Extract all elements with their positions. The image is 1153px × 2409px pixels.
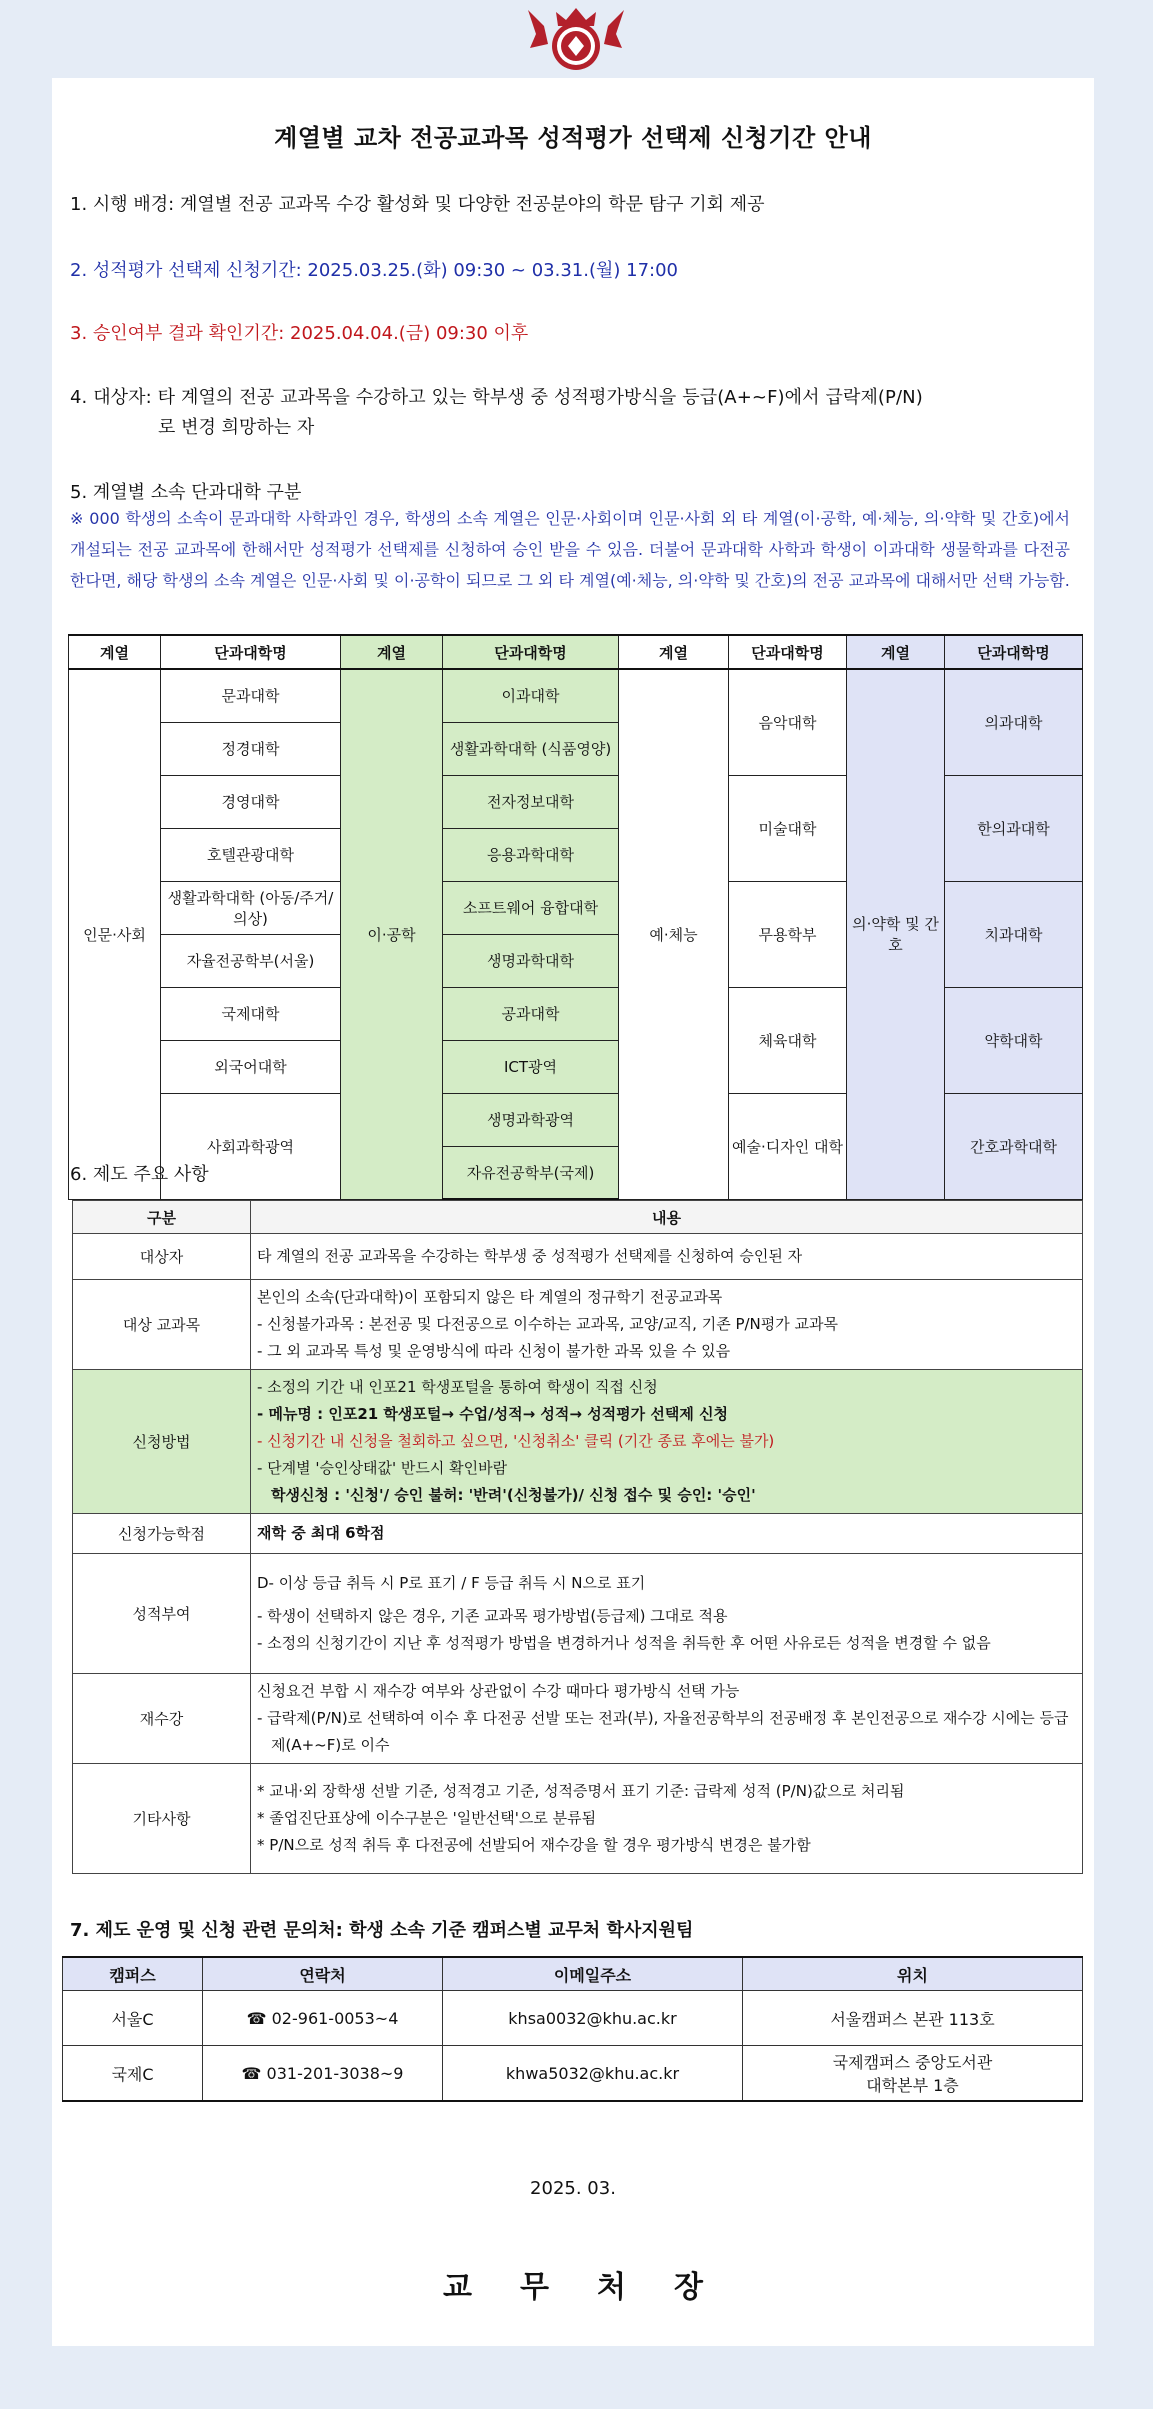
college-cell: 간호과학대학	[945, 1093, 1083, 1199]
group-arts: 예·체능	[619, 669, 729, 1199]
row-text: * P/N으로 성적 취득 후 다전공에 선발되어 재수강을 할 경우 평가방식 변경은 불가함	[257, 1836, 811, 1854]
row-text: 타 계열의 전공 교과목을 수강하는 학부생 중 성적평가 선택제를 신청하여 승인된 자	[257, 1247, 803, 1265]
college-cell: ICT광역	[443, 1040, 619, 1093]
college-cell: 자율전공학부(서울)	[161, 934, 341, 987]
college-cell: 의과대학	[945, 669, 1083, 775]
group-humanities: 인문·사회	[69, 669, 161, 1199]
college-cell: 생명과학광역	[443, 1093, 619, 1146]
issuing-office: 교무처장	[443, 2270, 751, 2305]
row-category: 대상 교과목	[73, 1280, 251, 1370]
college-cell: 한의과대학	[945, 775, 1083, 881]
university-seal-icon	[526, 4, 626, 74]
phone-number: 031-201-3038~9	[266, 2063, 404, 2083]
college-cell: 예술·디자인 대학	[729, 1093, 847, 1199]
header-band	[0, 0, 1153, 78]
row-text: - 소정의 신청기간이 지난 후 성적평가 방법을 변경하거나 성적을 취득한 후 어떤 사유로든 성적을 변경할 수 없음	[257, 1634, 991, 1652]
campus-cell: 국제C	[63, 2046, 203, 2102]
row-text: - 소정의 기간 내 인포21 학생포털을 통하여 학생이 직접 신청	[257, 1378, 658, 1396]
group-science: 이·공학	[341, 669, 443, 1199]
item-approval-check-period: 3. 승인여부 결과 확인기간: 2025.04.04.(금) 09:30 이후	[70, 323, 529, 344]
item-eligibility-cont: 로 변경 희망하는 자	[158, 417, 315, 438]
row-text: - 그 외 교과목 특성 및 운영방식에 따라 신청이 불가한 과목 있을 수 있음	[257, 1342, 731, 1360]
college-division-note: ※ 000 학생의 소속이 문과대학 사학과인 경우, 학생의 소속 계열은 인문·사회이며 인문·사회 외 타 계열(이·공학, 예·체능, 의·약학 및 간호)에서 개설되는 전공 교과목에 한해서만 성적평가 선택제를 신청하여 승인 받을 수 있음. 더불어 문과대학 사학과 학생이 이과대학 생물학과를 다전공한다면, 해당 학생의 소속 계열은 인문·사회 및 이·공학이 되므로 그 외 타 계열(예·체능, 의·약학 및 간호)의 전공 교과목에 대해서만 선택 가능함.	[70, 509, 1070, 590]
header-location: 위치	[743, 1957, 1083, 1991]
college-cell: 생활과학대학 (아동/주거/의상)	[161, 881, 341, 934]
table-row	[63, 2046, 1083, 2102]
college-cell: 정경대학	[161, 722, 341, 775]
college-cell: 자유전공학부(국제)	[443, 1146, 619, 1199]
phone-icon: ☎	[246, 2008, 272, 2028]
college-cell: 외국어대학	[161, 1040, 341, 1093]
college-cell: 경영대학	[161, 775, 341, 828]
contact-table	[62, 1956, 1083, 2102]
location-line: 국제캠퍼스 중앙도서관	[832, 2053, 993, 2072]
header-category: 구분	[73, 1201, 251, 1234]
college-cell: 무용학부	[729, 881, 847, 987]
row-category: 신청가능학점	[73, 1514, 251, 1554]
row-category: 기타사항	[73, 1764, 251, 1874]
row-text-status: 학생신청 : '신청'/ 승인 불허: '반려'(신청불가)/ 신청 접수 및 승인: '승인'	[271, 1486, 756, 1504]
row-text: * 졸업진단표상에 이수구분은 '일반선택'으로 분류됨	[257, 1809, 597, 1827]
college-cell: 약학대학	[945, 987, 1083, 1093]
email-cell[interactable]: khwa5032@khu.ac.kr	[443, 2046, 743, 2102]
header-content: 내용	[251, 1201, 1083, 1234]
group-medical: 의·약학 및 간호	[847, 669, 945, 1199]
row-text: - 단계별 '승인상태값' 반드시 확인바람	[257, 1459, 508, 1477]
phone-number: 02-961-0053~4	[271, 2008, 399, 2028]
location-line: 서울캠퍼스 본관 113호	[830, 2009, 995, 2029]
row-text: - 급락제(P/N)로 선택하여 이수 후 다전공 선발 또는 전과(부), 자율전공학부의 전공배정 후 본인전공으로 재수강 시에는 등급제(A+~F)로 이수	[257, 1709, 1069, 1754]
college-cell: 체육대학	[729, 987, 847, 1093]
location-cell	[743, 1991, 1083, 2046]
college-cell: 공과대학	[443, 987, 619, 1040]
table-row	[73, 1554, 1083, 1674]
row-text: 신청요건 부합 시 재수강 여부와 상관없이 수강 때마다 평가방식 선택 가능	[257, 1682, 740, 1700]
row-text: * 교내·외 장학생 선발 기준, 성적경고 기준, 성적증명서 표기 기준: 급락제 성적 (P/N)값으로 처리됨	[257, 1782, 905, 1800]
header-college: 단과대학명	[729, 635, 847, 669]
item-contact-heading: 7. 제도 운영 및 신청 관련 문의처: 학생 소속 기준 캠퍼스별 교무처 학사지원팀	[70, 1920, 694, 1941]
document-page	[52, 78, 1094, 2346]
location-cell	[743, 2046, 1083, 2102]
college-division-table	[68, 634, 1083, 1200]
item-college-division-heading: 5. 계열별 소속 단과대학 구분	[70, 482, 302, 503]
campus-cell: 서울C	[63, 1991, 203, 2046]
table-row	[73, 1370, 1083, 1514]
row-text: D- 이상 등급 취득 시 P로 표기 / F 등급 취득 시 N으로 표기	[257, 1574, 646, 1592]
row-text-cancel	[257, 1428, 1076, 1455]
college-cell: 생명과학대학	[443, 934, 619, 987]
row-text: - 신청불가과목 : 본전공 및 다전공으로 이수하는 교과목, 교양/교직, 기존 P/N평가 교과목	[257, 1315, 838, 1333]
college-cell: 국제대학	[161, 987, 341, 1040]
header-email: 이메일주소	[443, 1957, 743, 1991]
row-category: 재수강	[73, 1674, 251, 1764]
college-cell: 문과대학	[161, 669, 341, 722]
header-college: 단과대학명	[945, 635, 1083, 669]
row-category: 신청방법	[73, 1370, 251, 1514]
college-cell: 치과대학	[945, 881, 1083, 987]
header-campus: 캠퍼스	[63, 1957, 203, 1991]
table-row	[73, 1674, 1083, 1764]
row-text: - 학생이 선택하지 않은 경우, 기존 교과목 평가방법(등급제) 그대로 적용	[257, 1607, 728, 1625]
phone-icon: ☎	[241, 2063, 267, 2083]
college-cell: 전자정보대학	[443, 775, 619, 828]
phone-cell	[203, 2046, 443, 2102]
header-college: 단과대학명	[161, 635, 341, 669]
college-cell: 응용과학대학	[443, 828, 619, 881]
college-cell: 사회과학광역	[161, 1093, 341, 1199]
college-cell: 미술대학	[729, 775, 847, 881]
cancel-text: - 신청기간 내 신청을 철회하고 싶으면,	[257, 1432, 514, 1450]
cancel-click-text: '신청취소' 클릭 (기간 종료 후에는 불가)	[513, 1432, 775, 1450]
college-cell: 호텔관광대학	[161, 828, 341, 881]
table-row	[63, 1991, 1083, 2046]
row-text: 본인의 소속(단과대학)이 포함되지 않은 타 계열의 정규학기 전공교과목	[257, 1288, 723, 1306]
header-group: 계열	[619, 635, 729, 669]
item-background: 1. 시행 배경: 계열별 전공 교과목 수강 활성화 및 다양한 전공분야의 학문 탐구 기회 제공	[70, 194, 765, 215]
college-cell: 이과대학	[443, 669, 619, 722]
item-eligibility: 4. 대상자: 타 계열의 전공 교과목을 수강하고 있는 학부생 중 성적평가방식을 등급(A+~F)에서 급락제(P/N)	[70, 387, 923, 408]
header-group: 계열	[847, 635, 945, 669]
header-group: 계열	[69, 635, 161, 669]
table-row	[73, 1764, 1083, 1874]
row-text-menu: - 메뉴명 : 인포21 학생포털→ 수업/성적→ 성적→ 성적평가 선택제 신청	[257, 1405, 729, 1423]
document-date: 2025. 03.	[530, 2178, 616, 2199]
college-cell: 소프트웨어 융합대학	[443, 881, 619, 934]
table-row	[73, 1234, 1083, 1280]
header-group: 계열	[341, 635, 443, 669]
header-phone: 연락처	[203, 1957, 443, 1991]
item-application-period: 2. 성적평가 선택제 신청기간: 2025.03.25.(화) 09:30 ~ 03.31.(월) 17:00	[70, 260, 679, 281]
page-title: 계열별 교차 전공교과목 성적평가 선택제 신청기간 안내	[274, 124, 872, 152]
email-cell[interactable]: khsa0032@khu.ac.kr	[443, 1991, 743, 2046]
table-row	[73, 1280, 1083, 1370]
table-header-row	[69, 635, 1083, 669]
college-cell: 생활과학대학 (식품영양)	[443, 722, 619, 775]
college-cell: 음악대학	[729, 669, 847, 775]
phone-cell	[203, 1991, 443, 2046]
item-policy-heading: 6. 제도 주요 사항	[70, 1164, 209, 1185]
location-line: 대학본부 1층	[866, 2076, 959, 2095]
row-category: 대상자	[73, 1234, 251, 1280]
table-row	[73, 1514, 1083, 1554]
header-college: 단과대학명	[443, 635, 619, 669]
policy-table	[72, 1200, 1083, 1874]
row-text: 재학 중 최대 6학점	[257, 1524, 385, 1542]
row-category: 성적부여	[73, 1554, 251, 1674]
